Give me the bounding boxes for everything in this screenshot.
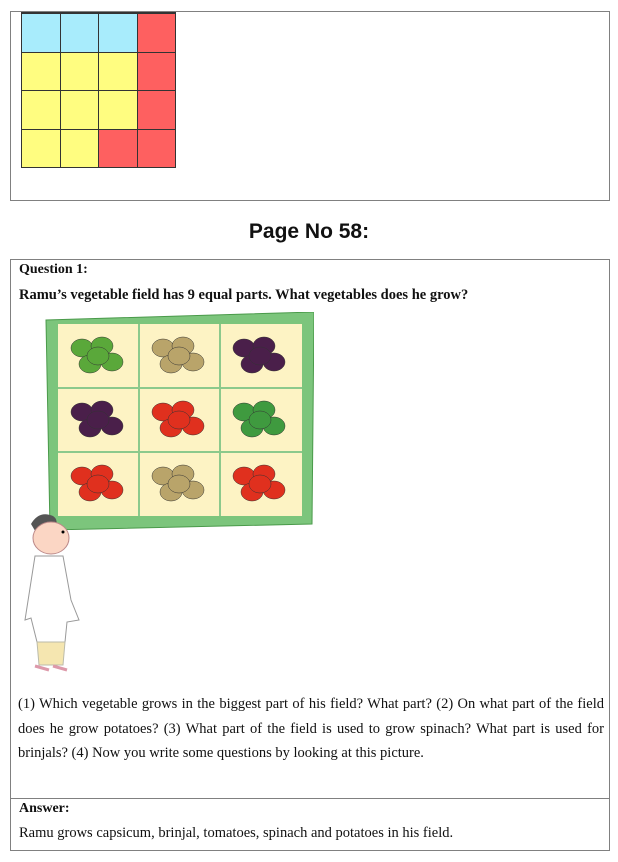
grid-cell-yellow (60, 90, 99, 129)
grid-cell-blue (98, 13, 137, 52)
grid-cell-red (137, 129, 176, 168)
question-label: Question 1: (19, 262, 88, 277)
answer-divider (11, 798, 609, 799)
grid-cell-yellow (60, 129, 99, 168)
grid-cell-yellow (98, 52, 137, 91)
answer-label: Answer: (19, 801, 70, 816)
question-box (10, 259, 610, 851)
grid-cell-yellow (60, 52, 99, 91)
grid-cell-red (137, 13, 176, 52)
grid-cell-yellow (98, 90, 137, 129)
question-prompt: Ramu’s vegetable field has 9 equal parts. What vegetables does he grow? (19, 287, 469, 303)
fraction-grid (21, 12, 176, 168)
grid-cell-blue (21, 13, 60, 52)
grid-cell-red (137, 52, 176, 91)
grid-cell-blue (60, 13, 99, 52)
page-title: Page No 58: (248, 220, 370, 243)
fraction-figure-box (10, 11, 610, 201)
grid-cell-yellow (21, 52, 60, 91)
grid-cell-yellow (21, 90, 60, 129)
ramu-illustration (19, 510, 89, 680)
grid-cell-yellow (21, 129, 60, 168)
grid-cell-red (98, 129, 137, 168)
answer-text: Ramu grows capsicum, brinjal, tomatoes, spinach and potatoes in his field. (19, 825, 454, 841)
question-body: (1) Which vegetable grows in the biggest part of his field? What part? (2) On what part of the field does he grow potatoes? (3) What part of the field is used to grow spinach? What part is used for brinjals? (4) Now you write some questions by looking at this picture. (18, 696, 604, 761)
vegetable-field-illustration (44, 312, 314, 530)
grid-cell-red (137, 90, 176, 129)
